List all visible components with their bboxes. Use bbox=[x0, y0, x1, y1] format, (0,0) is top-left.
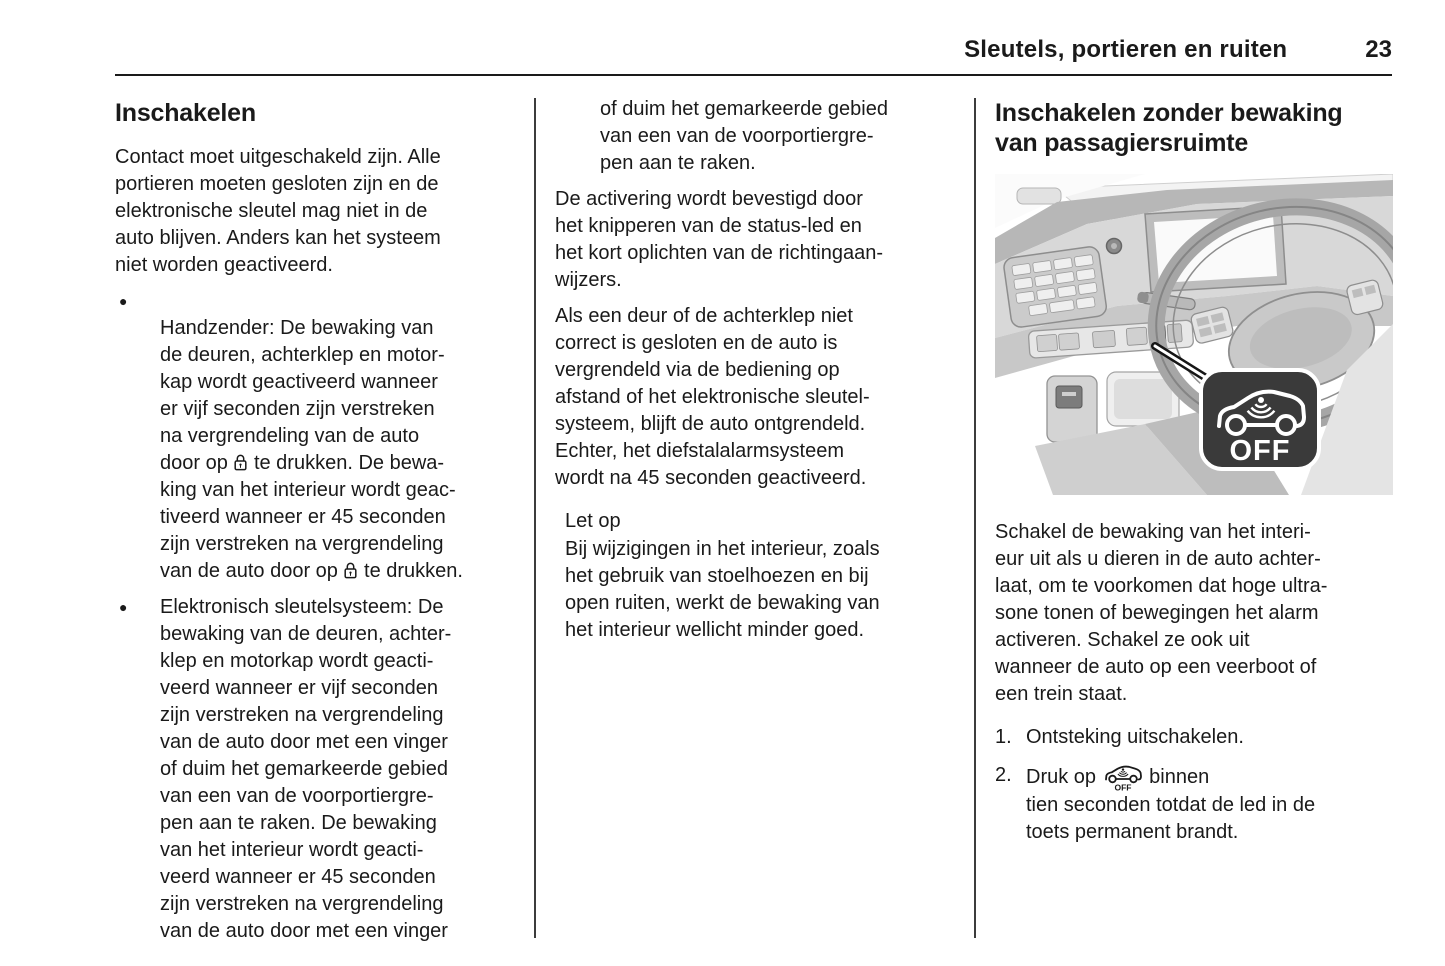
bullet-item-handzender bbox=[115, 288, 515, 585]
column-divider bbox=[974, 98, 976, 938]
step-number: 2. bbox=[995, 764, 1012, 786]
lock-icon bbox=[343, 561, 358, 580]
sunglass-holder bbox=[1017, 188, 1061, 204]
lower-switch bbox=[1056, 386, 1082, 408]
step-text bbox=[1026, 762, 1395, 846]
bullet-continuation: of duim het gemarkeerde gebied van een van de voorportiergre- pen aan te raken. bbox=[600, 98, 888, 174]
bullet-text-segment: Handzender: De bewaking van de deuren, achterklep en motor- kap wordt geactiveerd wanneer er vijf seconden zijn verstreken na vergrendeling van de auto door op bbox=[160, 317, 445, 474]
radio-keypad bbox=[1003, 246, 1108, 329]
bullet-text-segment: te drukken. De bewa- king van het interieur wordt geac- tiveerd wanneer er 45 seconden zijn verstreken na vergrendeling van de auto door op bbox=[160, 452, 456, 582]
paragraph-schakel: Schakel de bewaking van het interi- eur uit als u dieren in de auto achter- laat, om te voorkomen dat hoge ultra- sone tonen of bewegingen het alarm activeren. Schakel ze ook uit wanneer de auto op een veerboot of een trein staat. bbox=[995, 521, 1328, 705]
bullet-marker: ● bbox=[119, 599, 128, 615]
step-2 bbox=[995, 762, 1395, 846]
column-1 bbox=[115, 96, 515, 954]
bullet-marker: ● bbox=[119, 293, 128, 309]
bullet-text bbox=[160, 288, 515, 585]
lower-switch-label bbox=[1062, 392, 1076, 396]
car-off-icon-label: OFF bbox=[1114, 782, 1132, 792]
car-off-icon bbox=[1102, 762, 1144, 792]
volume-knob-center bbox=[1111, 243, 1117, 249]
step-number: 1. bbox=[995, 726, 1012, 748]
numbered-steps bbox=[995, 724, 1395, 846]
interior-monitoring-off-badge bbox=[1201, 370, 1319, 469]
page-header bbox=[115, 0, 1392, 76]
lock-icon bbox=[233, 453, 248, 472]
intro-paragraph: Contact moet uitgeschakeld zijn. Alle portieren moeten gesloten zijn en de elektronische sleutel mag niet in de auto blijven. Anders kan het systeem niet worden geactiveerd. bbox=[115, 146, 441, 276]
section-heading: Inschakelen bbox=[115, 99, 256, 127]
bullet-text: Elektronisch sleutelsysteem: De bewaking van de deuren, achter- klep en motorkap wordt geacti- veerd wanneer er vijf seconden zijn verstreken na vergrendeling van de auto door met een vinger of duim het gemarkeerde gebied van een van de voorportiergre- pen aan te raken. De bewaking van het interieur wordt geacti- veerd wanneer er 45 seconden zijn verstreken na vergrendeling van de auto door met een vinger bbox=[160, 596, 452, 942]
step-text-segment: Druk op bbox=[1026, 766, 1102, 788]
bullet-text-segment: te drukken. bbox=[358, 560, 463, 582]
note-block bbox=[565, 508, 955, 644]
column-3 bbox=[995, 96, 1395, 954]
bullet-item-sleutelsysteem bbox=[115, 594, 515, 945]
paragraph-alarm: Als een deur of de achterklep niet correct is gesloten en de auto is vergrendeld via de bediening op afstand of het elektronische sleutel- systeem, blijft de auto ontgrendeld. Echter, het diefstalalarmsysteem wordt na 45 seconden geactiveerd. bbox=[555, 305, 870, 489]
step-1 bbox=[995, 724, 1395, 751]
badge-off-label: OFF bbox=[1229, 435, 1291, 467]
step-text: Ontsteking uitschakelen. bbox=[1026, 726, 1244, 748]
chapter-title: Sleutels, portieren en ruiten bbox=[964, 36, 1288, 63]
note-title: Let op bbox=[565, 510, 621, 532]
column-2 bbox=[555, 96, 955, 954]
page-number: 23 bbox=[1365, 36, 1392, 63]
section-heading: Inschakelen zonder bewaking van passagiersruimte bbox=[995, 99, 1343, 157]
content-columns bbox=[115, 96, 1392, 954]
paragraph-activering: De activering wordt bevestigd door het knipperen van de status-led en het kort oplichten van de richtingaan- wijzers. bbox=[555, 188, 883, 291]
note-body: Bij wijzigingen in het interieur, zoals het gebruik van stoelhoezen en bij open ruiten, werkt de bewaking van het interieur wellicht minder goed. bbox=[565, 538, 880, 641]
storage-cubby-inner bbox=[1114, 379, 1172, 419]
step-text-segment: binnen tien seconden totdat de led in de toets permanent brandt. bbox=[1026, 766, 1316, 843]
dashboard-illustration bbox=[995, 174, 1393, 495]
column-divider bbox=[534, 98, 536, 938]
